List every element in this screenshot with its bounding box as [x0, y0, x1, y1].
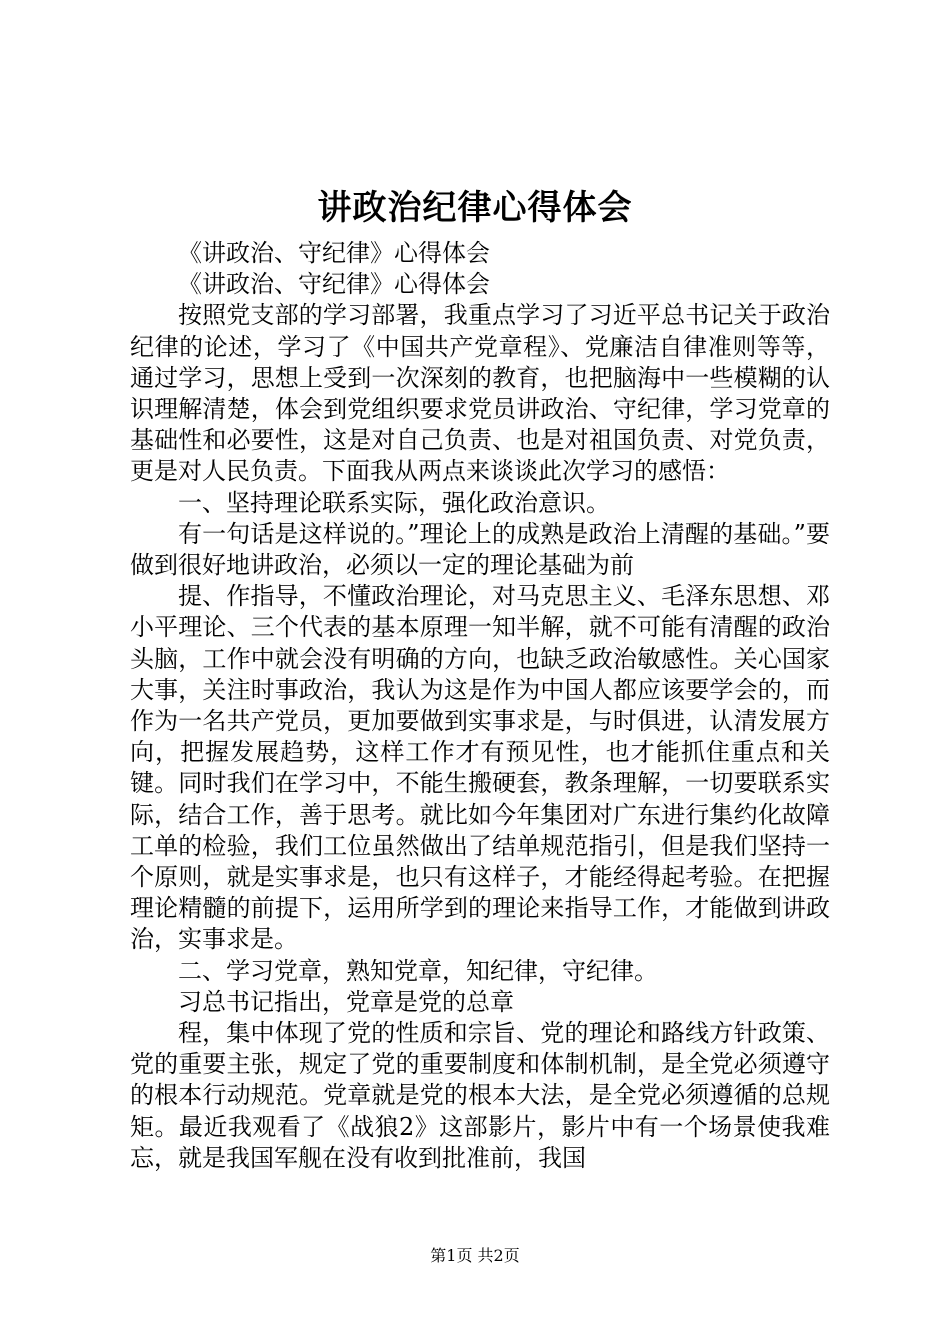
paragraph-theory: 提、作指导，不懂政治理论，对马克思主义、毛泽东思想、邓小平理论、三个代表的基本原理一知半解，就不可能有清醒的政治头脑，工作中就会没有明确的方向，也缺乏政治敏感性。关心国家大事，关注时事政治，我认为这是作为中国人都应该要学会的，而作为一名共产党员，更加要做到实事求是，与时俱进，认清发展方向，把握发展趋势，这样工作才有预见性，也才能抓住重点和关键。同时我们在学习中，不能生搬硬套，教条理解，一切要联系实际，结合工作，善于思考。就比如今年集团对广东进行集约化故障工单的检验，我们工位虽然做出了结单规范指引，但是我们坚持一个原则，就是实事求是，也只有这样子，才能经得起考验。在把握理论精髓的前提下，运用所学到的理论来指导工作，才能做到讲政治，实事求是。 — [130, 582, 830, 954]
paragraph-subtitle-2: 《讲政治、守纪律》心得体会 — [178, 270, 490, 299]
paragraph-subtitle-1: 《讲政治、守纪律》心得体会 — [178, 239, 490, 267]
document-body — [130, 238, 830, 1174]
document-title: 讲政治纪律心得体会 — [317, 188, 633, 228]
page-footer: 第1页 共2页 — [430, 1246, 520, 1265]
paragraph-heading-1: 一、坚持理论联系实际，强化政治意识。 — [178, 488, 610, 517]
paragraph-party-constitution-intro: 习总书记指出，党章是党的总章 — [178, 987, 514, 1016]
paragraph-quote: 有一句话是这样说的。”理论上的成熟是政治上清醒的基础。”要做到很好地讲政治，必须以一定的理论基础为前 — [130, 519, 830, 580]
paragraph-heading-2: 二、学习党章，熟知党章，知纪律，守纪律。 — [178, 956, 658, 985]
paragraph-intro: 按照党支部的学习部署，我重点学习了习近平总书记关于政治纪律的论述，学习了《中国共产党章程》、党廉洁自律准则等等，通过学习，思想上受到一次深刻的教育，也把脑海中一些模糊的认识理解清楚，体会到党组织要求党员讲政治、守纪律，学习党章的基础性和必要性，这是对自己负责、也是对祖国负责、对党负责，更是对人民负责。下面我从两点来谈谈此次学习的感悟： — [130, 301, 830, 486]
paragraph-party-constitution: 程，集中体现了党的性质和宗旨、党的理论和路线方针政策、党的重要主张，规定了党的重要制度和体制机制，是全党必须遵守的根本行动规范。党章就是党的根本大法，是全党必须遵循的总规矩。最近我观看了《战狼2》这部影片，影片中有一个场景使我难忘，就是我国军舰在没有收到批准前，我国 — [130, 1019, 830, 1172]
